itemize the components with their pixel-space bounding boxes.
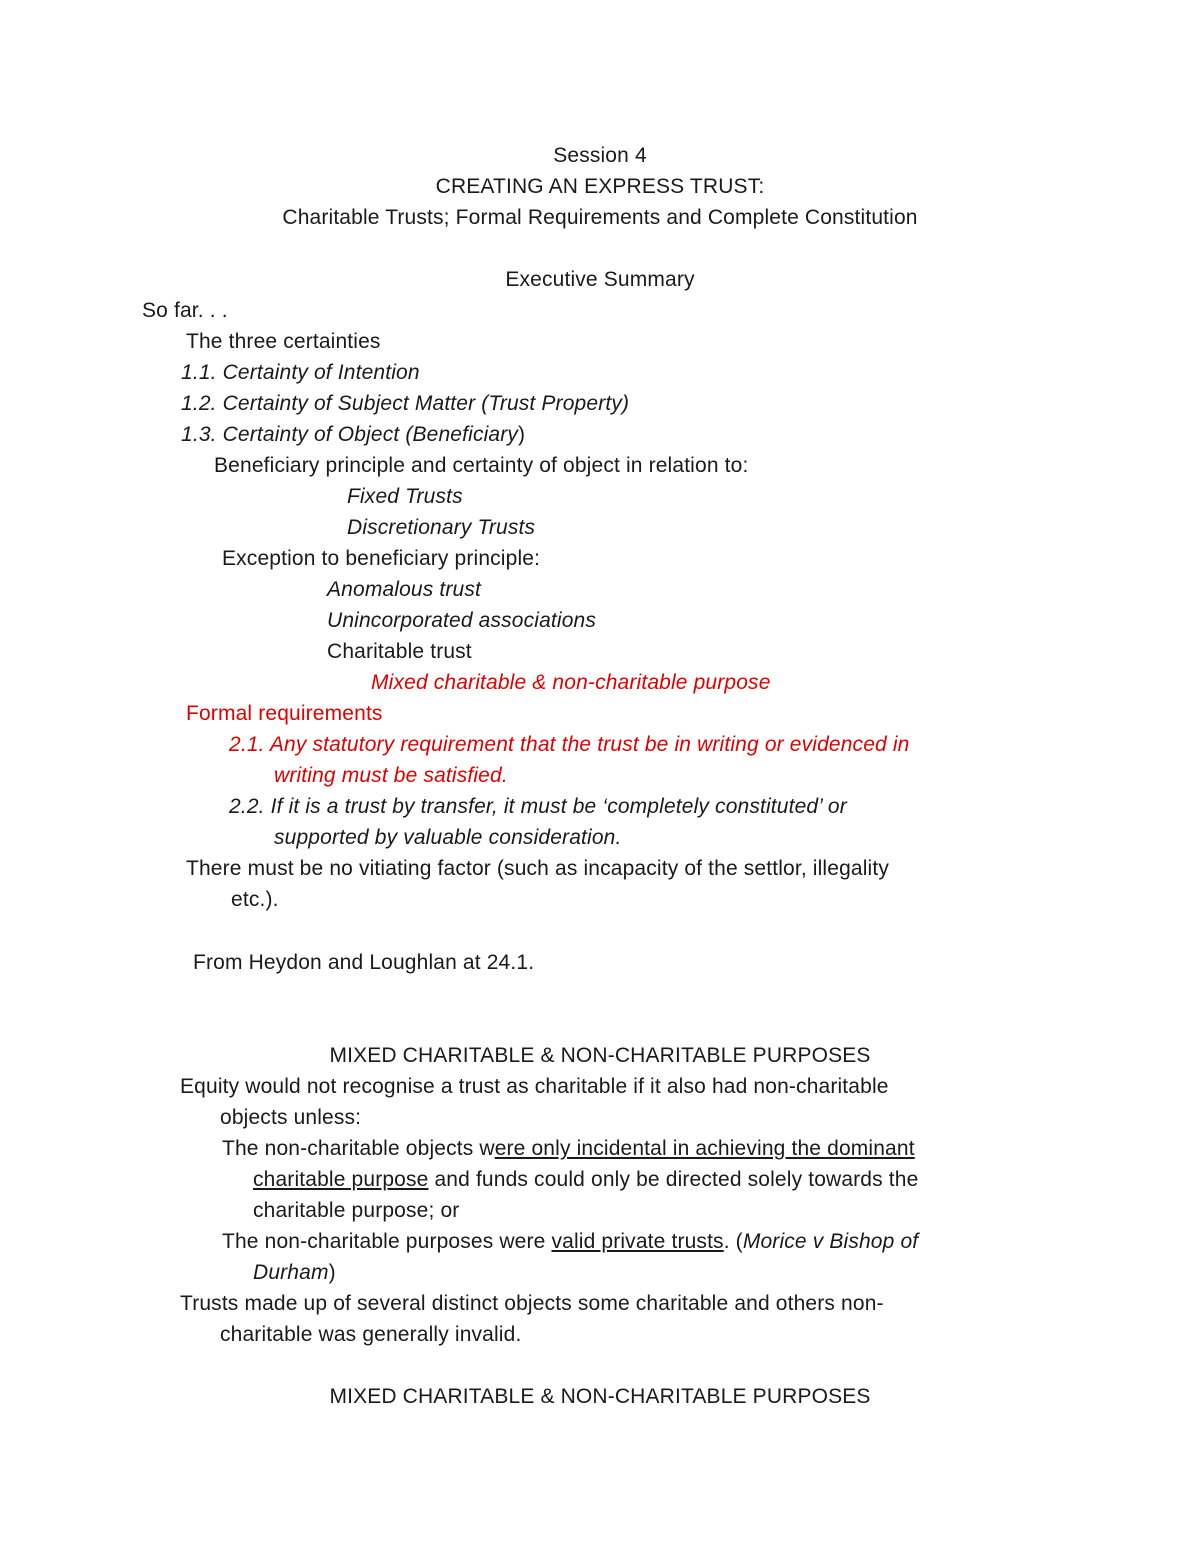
condition-b-punct: . (: [723, 1230, 743, 1253]
mixed-para2-line2: charitable was generally invalid.: [220, 1323, 522, 1346]
session-label: Session 4: [553, 144, 647, 167]
document-title: CREATING AN EXPRESS TRUST:: [435, 175, 765, 198]
document-subtitle: Charitable Trusts; Formal Requirements and Complete Constitution: [282, 206, 918, 229]
condition-a-line1: [222, 1136, 915, 1162]
dominant-purpose-underlined: charitable purpose: [253, 1168, 429, 1191]
condition-a-line2: [253, 1167, 918, 1193]
certainty-object-close: ): [518, 423, 526, 446]
certainty-intention: 1.1. Certainty of Intention: [181, 361, 420, 384]
certainty-subject-matter: 1.2. Certainty of Subject Matter (Trust Property): [181, 392, 630, 415]
executive-summary-heading: Executive Summary: [505, 268, 695, 291]
source-citation: From Heydon and Loughlan at 24.1.: [193, 951, 535, 974]
anomalous-trust-item: Anomalous trust: [327, 578, 481, 601]
discretionary-trusts-item: Discretionary Trusts: [347, 516, 536, 539]
condition-a-text: The non-charitable objects w: [222, 1137, 495, 1160]
requirement-2-1-line1: 2.1. Any statutory requirement that the trust be in writing or evidenced in: [229, 733, 910, 756]
mixed-para2-line1: Trusts made up of several distinct objects some charitable and others non-: [180, 1292, 884, 1315]
mixed-para1-line2: objects unless:: [220, 1106, 362, 1129]
condition-a-underlined: ere only incidental in achieving the dominant: [494, 1137, 915, 1160]
charitable-trust-item: Charitable trust: [327, 640, 472, 663]
vitiating-factor-line1: There must be no vitiating factor (such as incapacity of the settlor, illegality: [186, 857, 889, 880]
so-far-label: So far. . .: [142, 299, 228, 322]
condition-a-line2-text: and funds could only be directed solely towards the: [428, 1168, 919, 1191]
mixed-section-heading-2: MIXED CHARITABLE & NON-CHARITABLE PURPOSES: [329, 1385, 871, 1408]
unincorporated-associations-item: Unincorporated associations: [327, 609, 597, 632]
condition-b-text: The non-charitable purposes were: [222, 1230, 552, 1253]
certainty-object-text: 1.3. Certainty of Object (Beneficiary: [181, 423, 519, 446]
fixed-trusts-item: Fixed Trusts: [347, 485, 463, 508]
requirement-2-2-line2: supported by valuable consideration.: [274, 826, 622, 849]
exception-label: Exception to beneficiary principle:: [222, 547, 541, 570]
case-name-part1: Morice v Bishop of: [742, 1230, 919, 1253]
vitiating-factor-line2: etc.).: [231, 888, 279, 911]
requirement-2-2-line1: 2.2. If it is a trust by transfer, it must be ‘completely constituted’ or: [229, 795, 847, 818]
certainty-object: [181, 422, 525, 448]
mixed-section-heading: MIXED CHARITABLE & NON-CHARITABLE PURPOSES: [329, 1044, 871, 1067]
beneficiary-principle-label: Beneficiary principle and certainty of object in relation to:: [214, 454, 749, 477]
mixed-purpose-item: Mixed charitable & non-charitable purpose: [371, 671, 771, 694]
condition-b-line1: [222, 1229, 918, 1255]
case-name-part2: Durham: [253, 1261, 329, 1284]
three-certainties-label: The three certainties: [186, 330, 381, 353]
condition-b-line2: [253, 1260, 336, 1286]
mixed-para1-line1: Equity would not recognise a trust as charitable if it also had non-charitable: [180, 1075, 889, 1098]
formal-requirements-heading: Formal requirements: [186, 702, 383, 725]
requirement-2-1-line2: writing must be satisfied.: [274, 764, 508, 787]
condition-a-line3: charitable purpose; or: [253, 1199, 460, 1222]
case-close-paren: ): [328, 1261, 336, 1284]
valid-private-trusts-underlined: valid private trusts: [551, 1230, 724, 1253]
